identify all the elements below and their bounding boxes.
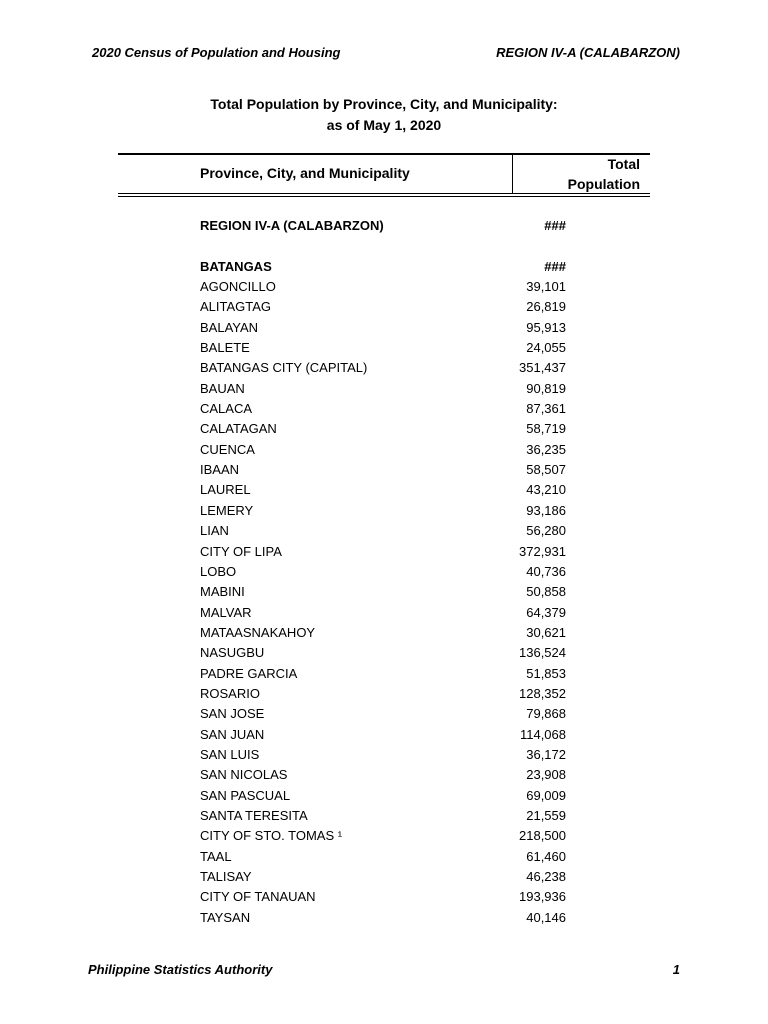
population-value: 21,559 <box>526 807 566 823</box>
table-row <box>0 399 768 419</box>
table-row <box>0 603 768 623</box>
table-row <box>0 480 768 500</box>
table-row <box>0 664 768 684</box>
population-value: 95,913 <box>526 319 566 335</box>
municipality-name: CITY OF TANAUAN <box>200 889 316 905</box>
population-value: 128,352 <box>519 685 566 701</box>
population-value: 58,507 <box>526 462 566 478</box>
column-header-name: Province, City, and Municipality <box>200 165 410 181</box>
municipality-name: TALISAY <box>200 869 252 884</box>
municipality-name: MABINI <box>200 584 245 600</box>
column-header-population <box>568 154 640 194</box>
population-value: 24,055 <box>526 340 566 356</box>
region-name: REGION IV-A (CALABARZON) <box>200 218 384 233</box>
municipality-name: TAYSAN <box>200 909 251 925</box>
table-row <box>0 684 768 704</box>
population-value: 87,361 <box>526 401 566 417</box>
municipality-name: IBAAN <box>200 462 240 478</box>
population-value: 114,068 <box>519 726 566 742</box>
footer-agency: Philippine Statistics Authority <box>88 962 273 977</box>
municipality-name: ROSARIO <box>200 685 260 701</box>
municipality-name: CITY OF LIPA <box>200 543 282 559</box>
table-row <box>0 867 768 887</box>
municipality-name: MATAASNAKAHOY <box>200 624 316 640</box>
municipality-name: MALVAR <box>200 604 252 620</box>
row-spacer <box>0 236 768 256</box>
table-row <box>0 704 768 724</box>
page-title: Total Population by Province, City, and Municipality: <box>210 96 558 112</box>
table-row <box>0 765 768 785</box>
population-value: 40,736 <box>526 563 566 579</box>
table-row <box>0 725 768 745</box>
population-value: 69,009 <box>526 787 566 803</box>
population-value: 79,868 <box>526 706 566 722</box>
region-row <box>0 216 768 236</box>
population-value: 90,819 <box>526 380 566 396</box>
municipality-name: SAN LUIS <box>200 746 260 762</box>
municipality-name: AGONCILLO <box>200 279 276 295</box>
region-value: ### <box>544 218 566 233</box>
population-value: 372,931 <box>519 543 566 559</box>
municipality-name: NASUGBU <box>200 645 265 661</box>
population-value: 351,437 <box>519 360 566 376</box>
population-value: 61,460 <box>526 848 566 864</box>
municipality-name: SAN NICOLAS <box>200 767 288 783</box>
table-row <box>0 460 768 480</box>
table-header-rule-double <box>118 196 650 197</box>
municipality-name: SAN PASCUAL <box>200 787 291 803</box>
population-value: 36,235 <box>526 441 566 457</box>
municipality-name: BALAYAN <box>200 319 259 335</box>
population-value: 43,210 <box>526 482 566 498</box>
page-subtitle: as of May 1, 2020 <box>326 117 442 133</box>
table-row <box>0 806 768 826</box>
municipality-name: SANTA TERESITA <box>200 807 308 823</box>
population-value: 51,853 <box>526 665 566 681</box>
table-row <box>0 440 768 460</box>
table-row <box>0 908 768 928</box>
population-value: 40,146 <box>526 909 566 925</box>
table-row <box>0 358 768 378</box>
population-value: 46,238 <box>526 869 566 884</box>
running-header-title: 2020 Census of Population and Housing <box>92 45 341 60</box>
population-value: 23,908 <box>526 767 566 783</box>
municipality-name: BALETE <box>200 340 250 356</box>
table-row <box>0 419 768 439</box>
table-row <box>0 338 768 358</box>
municipality-name: TAAL <box>200 848 232 864</box>
column-header-population-line1: Total <box>607 156 640 172</box>
population-value: 39,101 <box>526 279 566 295</box>
table-row <box>0 379 768 399</box>
population-value: 193,936 <box>519 889 566 905</box>
population-value: 218,500 <box>519 828 566 844</box>
table-row <box>0 786 768 806</box>
table-row <box>0 562 768 582</box>
province-row <box>0 257 768 277</box>
municipality-name: LOBO <box>200 563 237 579</box>
header-column-divider <box>512 155 513 193</box>
table-row <box>0 501 768 521</box>
municipality-name: BATANGAS CITY (CAPITAL) <box>200 360 368 376</box>
municipality-name: LIAN <box>200 523 229 539</box>
population-value: 56,280 <box>526 523 566 539</box>
municipality-name: LAUREL <box>200 482 251 498</box>
municipality-name: ALITAGTAG <box>200 299 272 315</box>
table-row <box>0 847 768 867</box>
page-number: 1 <box>672 962 680 977</box>
municipality-name: SAN JOSE <box>200 706 265 722</box>
province-name: BATANGAS <box>200 258 272 274</box>
municipality-rows <box>0 277 768 928</box>
table-row <box>0 521 768 541</box>
province-value: ### <box>544 258 566 274</box>
population-value: 50,858 <box>526 584 566 600</box>
table-row <box>0 745 768 765</box>
column-header-population-line2: Population <box>567 176 640 192</box>
table-row <box>0 582 768 602</box>
population-value: 136,524 <box>519 645 566 661</box>
population-value: 93,186 <box>526 502 566 518</box>
table-row <box>0 826 768 846</box>
table-header-rule <box>118 193 650 194</box>
population-table-body <box>0 216 768 928</box>
table-row <box>0 297 768 317</box>
municipality-name: BAUAN <box>200 380 245 396</box>
table-row <box>0 542 768 562</box>
municipality-name: LEMERY <box>200 502 254 518</box>
table-row <box>0 887 768 907</box>
table-row <box>0 318 768 338</box>
municipality-name: PADRE GARCIA <box>200 665 298 681</box>
table-row <box>0 643 768 663</box>
table-row <box>0 623 768 643</box>
municipality-name: CUENCA <box>200 441 255 457</box>
population-value: 26,819 <box>526 299 566 315</box>
population-value: 58,719 <box>526 421 566 437</box>
table-row <box>0 277 768 297</box>
population-value: 30,621 <box>526 624 566 640</box>
running-header-region: REGION IV-A (CALABARZON) <box>496 45 680 60</box>
population-value: 36,172 <box>526 746 566 762</box>
population-value: 64,379 <box>526 604 566 620</box>
municipality-name: CALATAGAN <box>200 421 277 437</box>
municipality-name: CALACA <box>200 401 253 417</box>
municipality-name: CITY OF STO. TOMAS ¹ <box>200 828 343 844</box>
municipality-name: SAN JUAN <box>200 726 265 742</box>
